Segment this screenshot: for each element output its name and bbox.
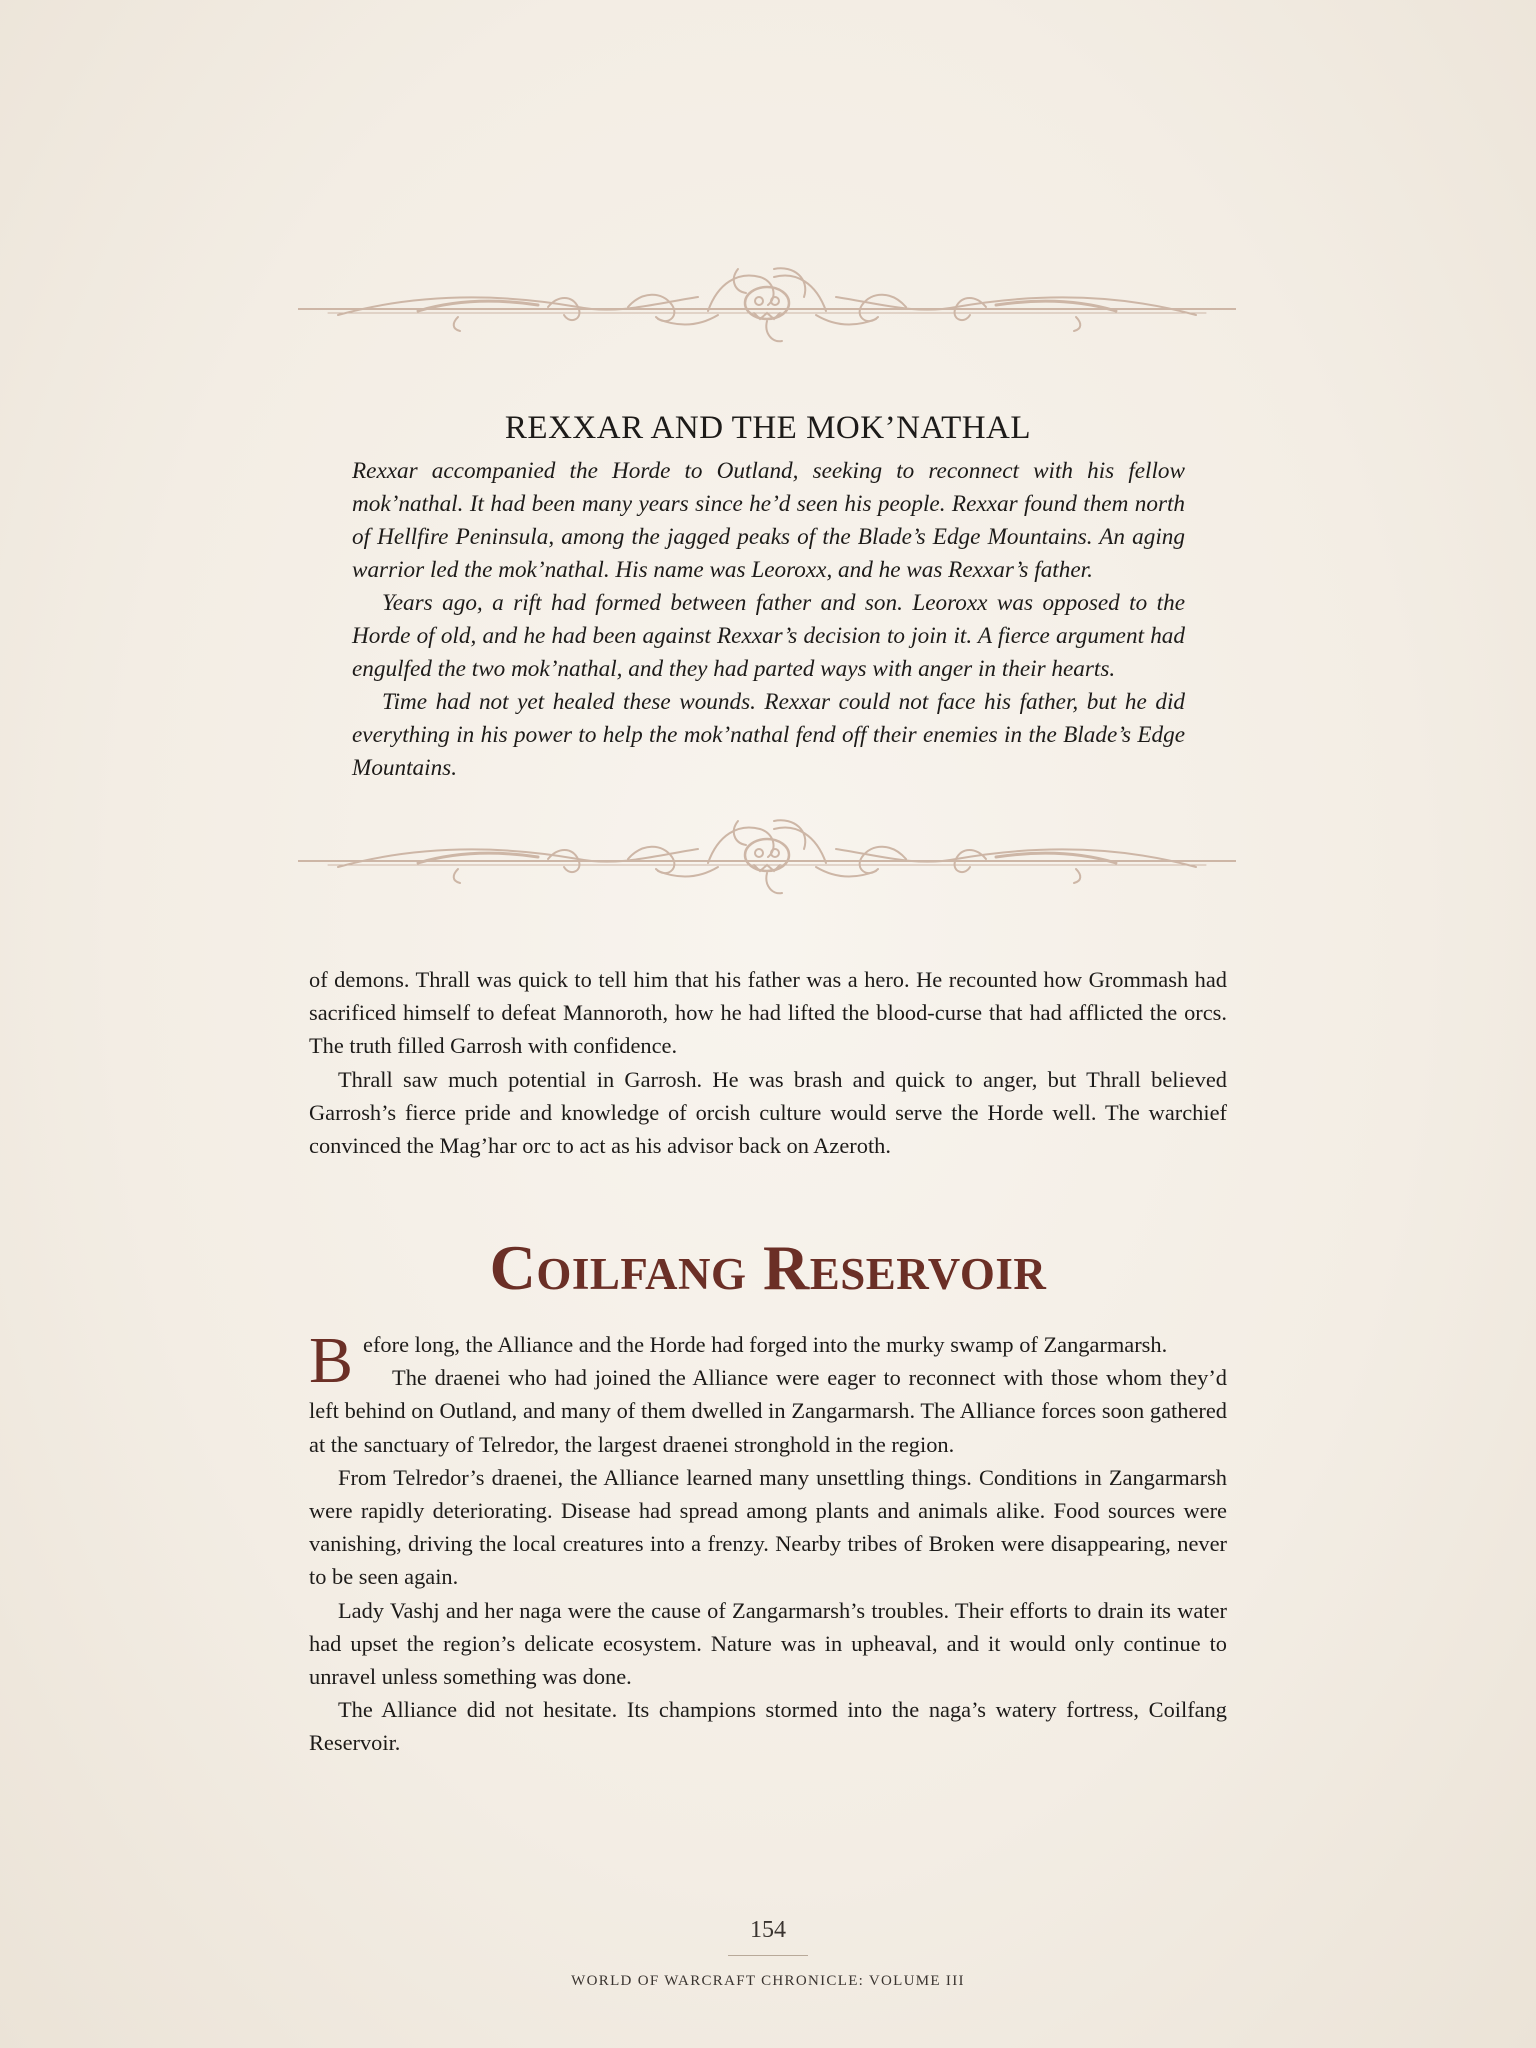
filigree-ornament-icon — [298, 815, 1236, 905]
sidebar-body — [352, 455, 1185, 785]
body-paragraph: of demons. Thrall was quick to tell him that his father was a hero. He recounted how Grommash had sacrificed himself to defeat Mannoroth, how he had lifted the blood-curse that had afflicted the orcs. The truth filled Garrosh with confidence. — [309, 967, 1227, 1059]
first-paragraph-text: efore long, the Alliance and the Horde had forged into the murky swamp of Zangarmarsh. — [363, 1332, 1168, 1357]
sidebar-paragraph: Rexxar accompanied the Horde to Outland, seeking to reconnect with his fellow mok’nathal. It had been many years since he’d seen his people. Rexxar found them north of Hellfire Peninsula, among the jagged peaks of the Blade’s Edge Mountains. An aging warrior led the mok’nathal. His name was Leoroxx, and he was Rexxar’s father. — [352, 458, 1185, 583]
body-paragraph: From Telredor’s draenei, the Alliance learned many unsettling things. Conditions in Zangarmarsh were rapidly deteriorating. Disease had spread among plants and animals alike. Food sources were vanishing, driving the local creatures into a frenzy. Nearby tribes of Broken were disappearing, never to be seen again. — [309, 1464, 1227, 1590]
ornament-divider-bottom — [298, 815, 1236, 905]
section-heading: Coilfang Reservoir — [489, 1232, 1047, 1303]
sidebar-title: REXXAR AND THE MOK’NATHAL — [504, 410, 1032, 446]
running-footer: WORLD OF WARCRAFT CHRONICLE: VOLUME III — [571, 1973, 965, 1989]
sidebar-paragraph: Time had not yet healed these wounds. Rexxar could not face his father, but he did everything in his power to help the mok’nathal fend off their enemies in the Blade’s Edge Mountains. — [352, 689, 1185, 781]
filigree-ornament-icon — [298, 263, 1236, 353]
section-text — [309, 1324, 1227, 1760]
body-paragraph: The Alliance did not hesitate. Its champions stormed into the naga’s watery fortress, Coilfang Reservoir. — [309, 1697, 1227, 1756]
drop-cap: B — [309, 1324, 354, 1397]
body-paragraph: Thrall saw much potential in Garrosh. He was brash and quick to anger, but Thrall believed Garrosh’s fierce pride and knowledge of orcish culture would serve the Horde well. The warchief convinced the Mag’har orc to act as his advisor back on Azeroth. — [309, 1066, 1227, 1159]
continuation-text — [309, 963, 1227, 1162]
body-paragraph-first — [309, 1324, 1227, 1397]
page-number-rule — [728, 1955, 808, 1956]
body-paragraph: Lady Vashj and her naga were the cause of Zangarmarsh’s troubles. Their efforts to drain its water had upset the region’s delicate ecosystem. Nature was in upheaval, and it would only continue to unravel unless something was done. — [309, 1597, 1227, 1690]
ornament-divider-top — [298, 263, 1236, 353]
page-number: 154 — [750, 1917, 786, 1943]
sidebar-paragraph: Years ago, a rift had formed between father and son. Leoroxx was opposed to the Horde of old, and he had been against Rexxar’s decision to join it. A fierce argument had engulfed the two mok’nathal, and they had parted ways with anger in their hearts. — [352, 590, 1185, 682]
body-paragraph: The draenei who had joined the Alliance were eager to reconnect with those whom they’d left behind on Outland, and many of them dwelled in Zangarmarsh. The Alliance forces soon gathered at the sanctuary of Telredor, the largest draenei stronghold in the region. — [309, 1365, 1227, 1457]
